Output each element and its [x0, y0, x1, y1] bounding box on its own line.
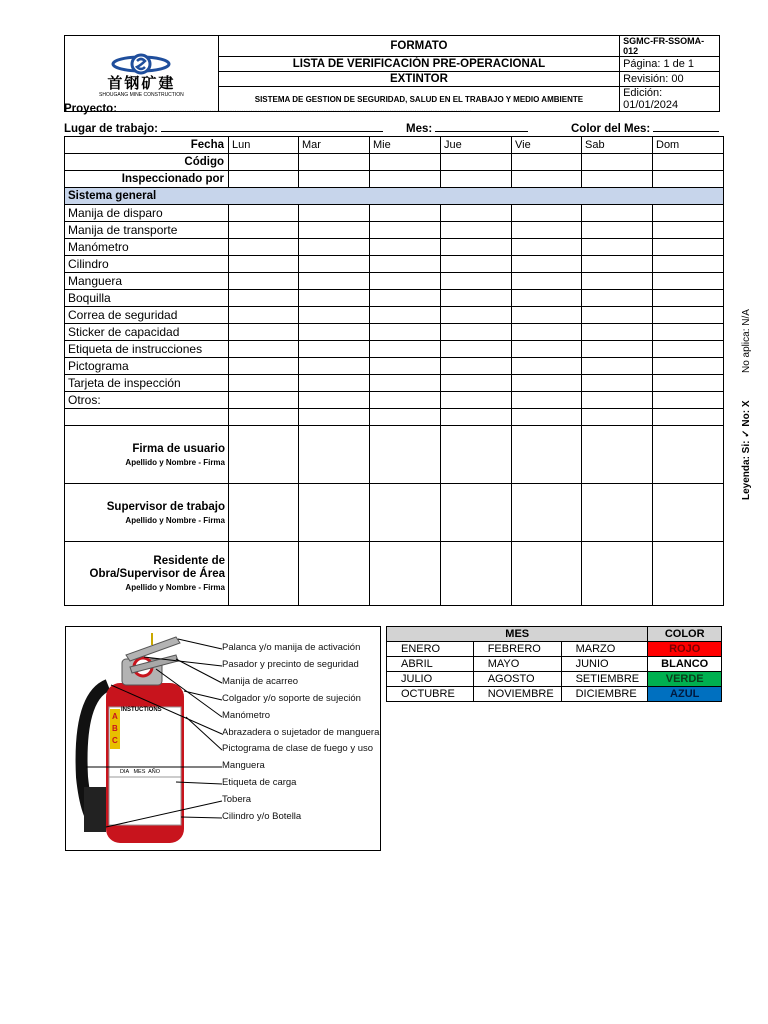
day-lun: Lun	[229, 137, 299, 154]
cell[interactable]	[370, 171, 441, 188]
check-cell[interactable]	[299, 324, 370, 341]
management-system-subtitle: SISTEMA DE GESTION DE SEGURIDAD, SALUD EN EL TRABAJO Y MEDIO AMBIENTE	[218, 87, 619, 112]
legend-label: Leyenda: Si: ✓ No: X	[741, 400, 752, 500]
cell[interactable]	[299, 171, 370, 188]
check-cell[interactable]	[582, 324, 653, 341]
checklist-item-row	[65, 375, 724, 392]
check-cell[interactable]	[653, 239, 724, 256]
day-mie: Mie	[370, 137, 441, 154]
codigo-label: Código	[65, 154, 229, 171]
signature-cell[interactable]	[441, 484, 512, 542]
item-label: Manija de transporte	[65, 222, 229, 239]
checklist-item-row	[65, 358, 724, 375]
fecha-label: Fecha	[65, 137, 229, 154]
inspeccionado-label: Inspeccionado por	[65, 171, 229, 188]
cell[interactable]	[512, 154, 582, 171]
checklist-item-row	[65, 341, 724, 358]
color-line	[571, 121, 719, 135]
month-cell: OCTUBRE	[387, 687, 474, 702]
month-cell: ENERO	[387, 642, 474, 657]
signature-cell[interactable]	[441, 426, 512, 484]
check-cell[interactable]	[582, 409, 653, 426]
month-row	[387, 672, 722, 687]
signature-cell[interactable]	[653, 484, 724, 542]
inspeccionado-row	[65, 171, 724, 188]
abc-a: A	[112, 712, 118, 721]
check-cell[interactable]	[229, 409, 299, 426]
color-input[interactable]	[653, 121, 719, 132]
codigo-row	[65, 154, 724, 171]
check-cell[interactable]	[299, 307, 370, 324]
company-logo-icon	[111, 52, 171, 76]
check-cell[interactable]	[512, 222, 582, 239]
section-title: Sistema general	[65, 188, 724, 205]
check-cell[interactable]	[229, 392, 299, 409]
cell[interactable]	[653, 154, 724, 171]
check-cell[interactable]	[299, 256, 370, 273]
check-cell[interactable]	[653, 324, 724, 341]
signature-title: Firma de usuario	[132, 442, 225, 455]
cell[interactable]	[229, 171, 299, 188]
color-label: Color del Mes:	[571, 123, 651, 135]
signature-cell[interactable]	[370, 426, 441, 484]
item-label: Pictograma	[65, 358, 229, 375]
diagram-callout: Etiqueta de carga	[222, 777, 297, 788]
check-cell[interactable]	[229, 324, 299, 341]
signature-cell[interactable]	[299, 542, 370, 606]
check-cell[interactable]	[441, 222, 512, 239]
month-cell: AGOSTO	[473, 672, 561, 687]
title-line2: EXTINTOR	[218, 72, 619, 87]
check-cell[interactable]	[582, 222, 653, 239]
checklist-item-row	[65, 222, 724, 239]
signature-label-cell	[65, 542, 229, 606]
workplace-input[interactable]	[161, 121, 383, 132]
signature-cell[interactable]	[229, 484, 299, 542]
check-cell[interactable]	[512, 307, 582, 324]
cell[interactable]	[370, 154, 441, 171]
cell[interactable]	[582, 154, 653, 171]
check-cell[interactable]	[512, 341, 582, 358]
diagram-callout: Manguera	[222, 760, 265, 771]
diagram-callout: Tobera	[222, 794, 252, 805]
abc-c: C	[112, 736, 118, 745]
check-cell[interactable]	[582, 273, 653, 290]
check-cell[interactable]	[441, 205, 512, 222]
diagram-callout: Manómetro	[222, 710, 271, 721]
month-cell: NOVIEMBRE	[473, 687, 561, 702]
signature-cell[interactable]	[299, 426, 370, 484]
signature-cell[interactable]	[299, 484, 370, 542]
diagram-callout: Colgador y/o soporte de sujeción	[222, 693, 361, 704]
cell[interactable]	[582, 171, 653, 188]
day-sab: Sab	[582, 137, 653, 154]
check-cell[interactable]	[582, 256, 653, 273]
check-cell[interactable]	[512, 239, 582, 256]
check-cell[interactable]	[512, 205, 582, 222]
check-cell[interactable]	[229, 341, 299, 358]
month-row	[387, 642, 722, 657]
check-cell[interactable]	[653, 222, 724, 239]
color-cell: VERDE	[648, 672, 722, 687]
check-cell[interactable]	[582, 341, 653, 358]
signature-cell[interactable]	[229, 426, 299, 484]
item-label: Manija de disparo	[65, 205, 229, 222]
check-cell[interactable]	[229, 358, 299, 375]
check-cell[interactable]	[229, 307, 299, 324]
check-cell[interactable]	[512, 409, 582, 426]
check-cell[interactable]	[299, 341, 370, 358]
check-cell[interactable]	[299, 205, 370, 222]
cell[interactable]	[229, 154, 299, 171]
color-cell: BLANCO	[648, 657, 722, 672]
month-row	[387, 687, 722, 702]
mes-header: MES	[387, 627, 648, 642]
instructions-label: INSTUCTIONS	[121, 707, 162, 713]
check-cell[interactable]	[229, 222, 299, 239]
signature-cell[interactable]	[653, 426, 724, 484]
check-cell[interactable]	[370, 341, 441, 358]
abc-b: B	[112, 724, 118, 733]
months-header-row	[387, 627, 722, 642]
month-cell: SETIEMBRE	[561, 672, 648, 687]
cell[interactable]	[512, 171, 582, 188]
check-cell[interactable]	[370, 358, 441, 375]
item-label	[65, 409, 229, 426]
check-cell[interactable]	[229, 256, 299, 273]
day-dom: Dom	[653, 137, 724, 154]
item-label: Cilindro	[65, 256, 229, 273]
item-label: Manómetro	[65, 239, 229, 256]
check-cell[interactable]	[441, 358, 512, 375]
color-cell: ROJO	[648, 642, 722, 657]
check-cell[interactable]	[582, 358, 653, 375]
check-cell[interactable]	[653, 205, 724, 222]
check-cell[interactable]	[653, 392, 724, 409]
check-cell[interactable]	[370, 375, 441, 392]
item-label: Boquilla	[65, 290, 229, 307]
section-row	[65, 188, 724, 205]
signature-cell[interactable]	[512, 542, 582, 606]
checklist-item-row	[65, 205, 724, 222]
diagram-callout: Abrazadera o sujetador de manguera	[222, 727, 380, 738]
month-input[interactable]	[435, 121, 528, 132]
workplace-line	[64, 121, 383, 135]
check-cell[interactable]	[229, 239, 299, 256]
signature-cell[interactable]	[370, 484, 441, 542]
check-cell[interactable]	[229, 205, 299, 222]
check-cell[interactable]	[653, 256, 724, 273]
checklist-item-row	[65, 392, 724, 409]
check-cell[interactable]	[441, 375, 512, 392]
month-cell: ABRIL	[387, 657, 474, 672]
signature-row	[65, 484, 724, 542]
logo-chinese-text: 首钢矿建	[107, 74, 176, 92]
title-line1: LISTA DE VERIFICACIÓN PRE-OPERACIONAL	[218, 57, 619, 72]
month-line	[406, 121, 528, 135]
check-cell[interactable]	[370, 392, 441, 409]
check-cell[interactable]	[653, 358, 724, 375]
check-cell[interactable]	[370, 324, 441, 341]
logo-english-text: SHOUGANG MINE CONSTRUCTION	[99, 91, 184, 98]
check-cell[interactable]	[653, 307, 724, 324]
check-cell[interactable]	[299, 273, 370, 290]
check-cell[interactable]	[512, 324, 582, 341]
checklist-item-row	[65, 290, 724, 307]
check-cell[interactable]	[441, 341, 512, 358]
project-input[interactable]: ..........................................................................................................................................................	[120, 104, 472, 115]
format-label: FORMATO	[218, 36, 619, 57]
check-cell[interactable]	[370, 290, 441, 307]
check-cell[interactable]	[370, 239, 441, 256]
color-cell: AZUL	[648, 687, 722, 702]
day-jue: Jue	[441, 137, 512, 154]
check-cell[interactable]	[512, 273, 582, 290]
cell[interactable]	[441, 154, 512, 171]
check-cell[interactable]	[441, 239, 512, 256]
logo-cell	[65, 36, 219, 112]
color-header: COLOR	[648, 627, 722, 642]
document-code: SGMC-FR-SSOMA-012	[620, 36, 720, 57]
month-cell: MAYO	[473, 657, 561, 672]
check-cell[interactable]	[582, 290, 653, 307]
check-cell[interactable]	[229, 375, 299, 392]
cell[interactable]	[653, 171, 724, 188]
month-cell: JULIO	[387, 672, 474, 687]
item-label: Manguera	[65, 273, 229, 290]
signature-cell[interactable]	[441, 542, 512, 606]
checklist-item-row	[65, 239, 724, 256]
checklist-item-row	[65, 409, 724, 426]
cell[interactable]	[441, 171, 512, 188]
check-cell[interactable]	[512, 375, 582, 392]
check-cell[interactable]	[441, 392, 512, 409]
signature-cell[interactable]	[512, 484, 582, 542]
check-cell[interactable]	[299, 392, 370, 409]
signature-subtitle: Apellido y Nombre - Firma	[125, 583, 225, 592]
check-cell[interactable]	[653, 375, 724, 392]
check-cell[interactable]	[441, 324, 512, 341]
diagram-callout: Palanca y/o manija de activación	[222, 642, 361, 653]
check-cell[interactable]	[441, 256, 512, 273]
check-cell[interactable]	[299, 375, 370, 392]
item-label: Etiqueta de instrucciones	[65, 341, 229, 358]
day-mar: Mar	[299, 137, 370, 154]
check-cell[interactable]	[512, 358, 582, 375]
edition-info: Edición: 01/01/2024	[620, 87, 720, 112]
month-cell: DICIEMBRE	[561, 687, 648, 702]
project-label: Proyecto:	[64, 103, 118, 115]
signature-cell[interactable]	[653, 542, 724, 606]
check-cell[interactable]	[299, 239, 370, 256]
signature-subtitle: Apellido y Nombre - Firma	[125, 515, 225, 525]
signature-title: Supervisor de trabajo	[106, 500, 225, 513]
check-cell[interactable]	[512, 256, 582, 273]
item-label: Tarjeta de inspección	[65, 375, 229, 392]
check-cell[interactable]	[299, 222, 370, 239]
month-cell: MARZO	[561, 642, 648, 657]
check-cell[interactable]	[229, 290, 299, 307]
check-cell[interactable]	[582, 375, 653, 392]
header-table	[64, 35, 720, 112]
signature-cell[interactable]	[229, 542, 299, 606]
diagram-callout: Pasador y precinto de seguridad	[222, 659, 359, 670]
signature-title: Residente de Obra/Supervisor de Área	[89, 555, 225, 580]
check-cell[interactable]	[370, 222, 441, 239]
signature-row	[65, 426, 724, 484]
item-label: Correa de seguridad	[65, 307, 229, 324]
revision-info: Revisión: 00	[620, 72, 720, 87]
check-cell[interactable]	[441, 409, 512, 426]
signature-subtitle: Apellido y Nombre - Firma	[125, 457, 225, 467]
signature-cell[interactable]	[512, 426, 582, 484]
check-cell[interactable]	[299, 358, 370, 375]
check-cell[interactable]	[582, 205, 653, 222]
checklist-table	[64, 136, 724, 606]
month-cell: JUNIO	[561, 657, 648, 672]
signature-label-cell	[65, 426, 229, 484]
check-cell[interactable]	[441, 307, 512, 324]
months-color-table	[386, 626, 722, 702]
check-cell[interactable]	[653, 341, 724, 358]
signature-cell[interactable]	[582, 542, 653, 606]
page-info: Página: 1 de 1	[620, 57, 720, 72]
check-cell[interactable]	[653, 290, 724, 307]
day-vie: Vie	[512, 137, 582, 154]
checklist-item-row	[65, 256, 724, 273]
check-cell[interactable]	[441, 290, 512, 307]
date-label: DIA MES AÑO	[120, 769, 161, 775]
check-cell[interactable]	[653, 409, 724, 426]
item-label: Sticker de capacidad	[65, 324, 229, 341]
check-cell[interactable]	[512, 290, 582, 307]
check-cell[interactable]	[370, 307, 441, 324]
check-cell[interactable]	[441, 273, 512, 290]
signature-row	[65, 542, 724, 606]
check-cell[interactable]	[299, 409, 370, 426]
cell[interactable]	[299, 154, 370, 171]
month-label: Mes:	[406, 123, 433, 135]
check-cell[interactable]	[582, 392, 653, 409]
signature-cell[interactable]	[582, 426, 653, 484]
check-cell[interactable]	[653, 273, 724, 290]
checklist-item-row	[65, 273, 724, 290]
check-cell[interactable]	[582, 239, 653, 256]
diagram-callout: Manija de acarreo	[222, 676, 299, 687]
item-label: Otros:	[65, 392, 229, 409]
abc-labels	[112, 711, 118, 747]
check-cell[interactable]	[582, 307, 653, 324]
check-cell[interactable]	[370, 273, 441, 290]
legend-na: No aplica: N/A	[741, 309, 752, 373]
workplace-label: Lugar de trabajo:	[64, 123, 158, 135]
check-cell[interactable]	[370, 409, 441, 426]
signature-cell[interactable]	[582, 484, 653, 542]
check-cell[interactable]	[229, 273, 299, 290]
check-cell[interactable]	[299, 290, 370, 307]
checklist-item-row	[65, 324, 724, 341]
extinguisher-diagram	[65, 626, 381, 851]
fecha-row	[65, 137, 724, 154]
check-cell[interactable]	[512, 392, 582, 409]
legend-text	[741, 400, 752, 500]
signature-cell[interactable]	[370, 542, 441, 606]
check-cell[interactable]	[370, 205, 441, 222]
signature-label-cell	[65, 484, 229, 542]
checklist-item-row	[65, 307, 724, 324]
month-cell: FEBRERO	[473, 642, 561, 657]
check-cell[interactable]	[370, 256, 441, 273]
diagram-callout: Pictograma de clase de fuego y uso	[222, 743, 374, 754]
month-row	[387, 657, 722, 672]
project-line	[64, 103, 471, 115]
diagram-callout: Cilindro y/o Botella	[222, 811, 302, 822]
